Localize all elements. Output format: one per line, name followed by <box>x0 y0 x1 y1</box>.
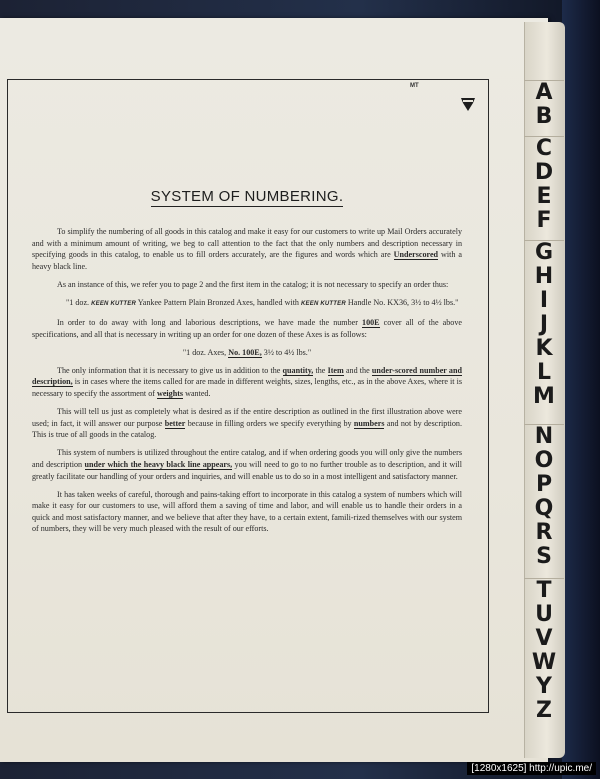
index-letter: I <box>539 288 549 313</box>
paragraph-completeness <box>32 406 462 441</box>
text-run: As an instance of this, we refer you to page 2 and the first item in the catalog; it is not necessary to specify an order thus: <box>57 279 449 289</box>
text-run: In order to do away with long and laborious descriptions, we have made the number <box>57 318 358 328</box>
text-run: To simplify the numbering of all goods in this catalog and make it easy for our customers to write up Mail Orders accurately and with a minimum amount of writing, we beg to call attention to the fact that the only numbers and description necessary in specifying goods in this catalog, to enable us to fill orders accurately, are the figures and words which are <box>32 227 462 260</box>
keen-kutter-logo-icon <box>460 96 476 112</box>
text-run: the <box>315 365 326 375</box>
index-letter: J <box>539 312 549 337</box>
text-run: because in filling orders we specify everything by <box>187 418 352 428</box>
text-run: and the <box>345 365 370 375</box>
index-letter: O <box>534 448 554 473</box>
index-letter: K <box>535 336 553 361</box>
text-run: you will need to go to no further trouble as to description, and it will greatly facilitate our handling of your orders and inquiries, and will enable us to do so in a most intelligent and satisfactory manner. <box>32 460 462 481</box>
corner-mark: MT <box>410 83 419 89</box>
index-letter: Z <box>536 698 552 723</box>
text-run: cover all of the above specifications, and all that is necessary in writing up an order for one dozen of these Axes is as follows: <box>32 318 462 339</box>
quote-short-order <box>32 347 462 359</box>
index-letter: W <box>531 650 557 675</box>
index-letter: H <box>534 264 554 289</box>
index-tab-group-cdef[interactable] <box>524 136 564 233</box>
index-letter: N <box>534 424 554 449</box>
underscored-term: 100E <box>362 318 380 328</box>
index-letter: B <box>535 104 553 129</box>
paragraph-system <box>32 447 462 482</box>
index-letter: S <box>536 544 552 569</box>
binder-spine <box>562 0 600 779</box>
index-letter: F <box>536 208 552 233</box>
index-letter: U <box>535 602 553 627</box>
paragraph-information <box>32 365 462 400</box>
quote-long-order <box>32 297 462 311</box>
paragraph-instance <box>32 279 462 291</box>
index-tab-group-n-s[interactable] <box>524 424 564 569</box>
underscored-term: No. 100E, <box>228 347 262 357</box>
text-run: is in cases where the items called for are made in different weights, sizes, lengths, etc., as in the above Axes, where it is necessary to specify the assortment of <box>32 377 463 399</box>
text-run: This system of numbers is utilized throughout the entire catalog, and if when ordering goods you will only give the numbers and description <box>32 448 462 469</box>
index-letter: M <box>533 384 555 409</box>
text-run: This will tell us just as completely what is desired as if the entire description as outlined in the first illustration above were used; in fact, it will answer our purpose <box>32 407 462 428</box>
page-title-text: SYSTEM OF NUMBERING. <box>150 188 344 205</box>
index-letter: E <box>536 184 552 209</box>
text-run: Yankee Pattern Plain Bronzed Axes, handled with <box>137 297 299 307</box>
index-letter: L <box>536 360 552 385</box>
underscored-term: under-scored number and description, <box>32 365 462 387</box>
text-run: It has taken weeks of careful, thorough and pains-taking effort to incorporate in this catalog a system of numbers which will make it easy for our customers to use, will afford them a saving of time and labor, and will enable us to handle their orders in a quick and most satisfactory manner, and we believe that after they have, to a certain extent, famili-rized themselves with our system of numbers, they will be very much pleased with the result of our efforts. <box>32 489 462 534</box>
index-tab-group-t-z[interactable] <box>524 578 564 723</box>
text-run: with a heavy black line. <box>32 250 462 271</box>
brand-name: KEEN KUTTER <box>91 300 136 307</box>
index-letter: R <box>535 520 553 545</box>
brand-name: KEEN KUTTER <box>301 300 346 307</box>
paragraph-intro <box>32 226 462 272</box>
text-run: wanted. <box>185 389 211 399</box>
text-run: The only information that it is necessary to give us in addition to the <box>57 365 281 375</box>
text-run: "1 doz. <box>66 297 90 307</box>
text-run: and not by description. This is true of all goods in the catalog. <box>32 418 462 440</box>
index-letter: T <box>536 578 552 603</box>
index-letter: D <box>534 160 554 185</box>
underscored-term: quantity, <box>282 365 314 375</box>
text-run: "1 doz. Axes, <box>182 347 227 357</box>
underscored-term: better <box>164 418 186 428</box>
paragraph-closing <box>32 489 462 535</box>
index-letter: G <box>534 240 554 265</box>
underscored-term: under which the heavy black line appears, <box>84 460 233 469</box>
index-letter: C <box>535 136 553 161</box>
text-run: Handle No. KX36, 3½ to 4½ lbs." <box>347 297 459 307</box>
page-title <box>0 188 494 205</box>
index-letter: V <box>535 626 553 651</box>
index-letter: Y <box>536 674 552 699</box>
underscored-term: Underscored <box>393 250 439 260</box>
underscored-term: weights <box>156 389 184 399</box>
index-tab-group-g-m[interactable] <box>524 240 564 409</box>
index-letter: P <box>535 472 553 497</box>
index-letter: Q <box>534 496 554 521</box>
image-host-footer: [1280x1625] http://upic.me/ <box>467 762 596 775</box>
underscored-term: Item <box>327 365 344 375</box>
underscored-term: numbers <box>353 418 385 428</box>
paragraph-number <box>32 317 462 340</box>
index-tab-group-ab[interactable] <box>524 80 564 129</box>
text-run: 3½ to 4½ lbs." <box>263 347 312 357</box>
body-text <box>32 226 462 542</box>
index-letter: A <box>535 80 553 105</box>
